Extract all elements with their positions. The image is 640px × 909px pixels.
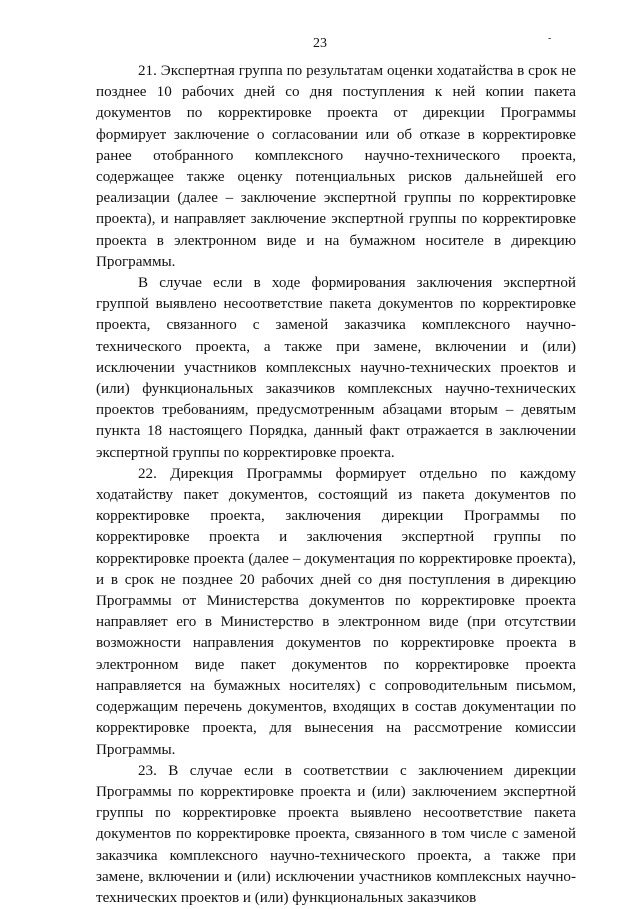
corner-mark: -	[548, 33, 552, 44]
paragraph-23: 23. В случае если в соответствии с заключением дирекции Программы по корректировке проекта и (или) заключением экспертной группы по корректировке проекта выявлено несоответствие пакета документов по корректировке проекта, связанного в том числе с заменой заказчика комплексного научно-технического проекта, а также при замене, включении и (или) исключении участников комплексных научно-технических проектов и (или) функциональных заказчиков	[96, 762, 576, 906]
page-number: 23	[313, 36, 327, 51]
paragraph-21: 21. Экспертная группа по результатам оценки ходатайства в срок не позднее 10 рабочих дней со дня поступления к ней копии пакета документов по корректировке проекта от дирекции Программы формирует заключение о согласовании или об отказе в корректировке ранее отобранного комплексного научно-технического проекта, содержащее также оценку потенциальных рисков дальнейшей его реализации (далее – заключение экспертной группы по корректировке проекта), и направляет заключение экспертной группы по корректировке проекта в электронном виде и на бумажном носителе в дирекцию Программы.	[96, 63, 576, 270]
paragraph-22: 22. Дирекция Программы формирует отдельно по каждому ходатайству пакет документов, состоящий из пакета документов по корректировке проекта, заключения дирекции Программы по корректировке проекта и заключения экспертной группы по корректировке проекта (далее – документация по корректировке проекта), и в срок не позднее 20 рабочих дней со дня поступления в дирекцию Программы от Министерства документов по корректировке проекта направляет его в Министерство в электронном виде (при отсутствии возможности направления документов по корректировке проекта в электронном виде пакет документов по корректировке проекта направляется на бумажных носителях) с сопроводительным письмом, содержащим перечень документов, входящих в состав документации по корректировке проекта, для вынесения на рассмотрение комиссии Программы.	[96, 465, 576, 758]
document-body	[96, 61, 576, 909]
paragraph-21-continuation: В случае если в ходе формирования заключения экспертной группой выявлено несоответствие пакета документов по корректировке проекта, связанного с заменой заказчика комплексного научно-технического проекта, а также при замене, включении и (или) исключении участников комплексных научно-технических проектов и (или) функциональных заказчиков комплексных научно-технических проектов требованиям, предусмотренным абзацами вторым – девятым пункта 18 настоящего Порядка, данный факт отражается в заключении экспертной группы по корректировке проекта.	[96, 275, 576, 461]
